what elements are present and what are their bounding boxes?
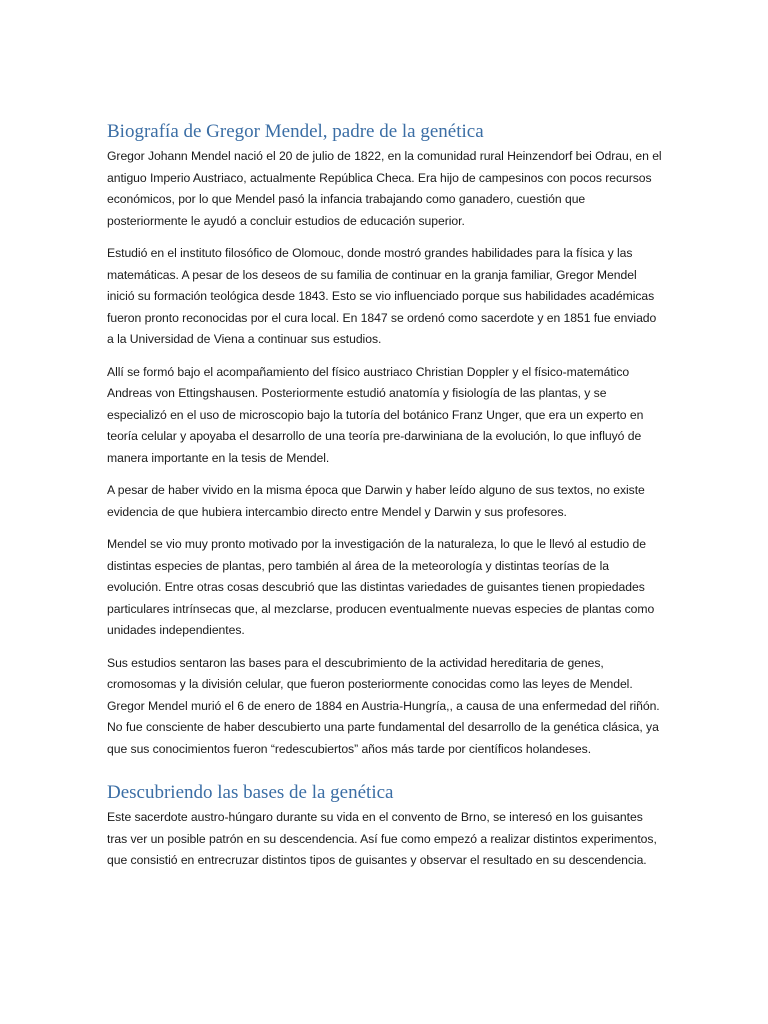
paragraph: Estudió en el instituto filosófico de Olomouc, donde mostró grandes habilidades para la física y las matemáticas. A pesar de los deseos de su familia de continuar en la granja familiar, Gregor Mendel inició su formación teológica desde 1843. Esto se vio influenciado porque sus habilidades académicas fueron pronto reconocidas por el cura local. En 1847 se ordenó como sacerdote y en 1851 fue enviado a la Universidad de Viena a continuar sus estudios. (107, 246, 657, 346)
paragraph: Allí se formó bajo el acompañamiento del físico austriaco Christian Doppler y el físico-matemático Andreas von Ettingshausen. Posteriormente estudió anatomía y fisiología de las plantas, y se especializó en el uso de microscopio bajo la tutoría del botánico Franz Unger, que era un experto en teoría celular y apoyaba el desarrollo de una teoría pre-darwiniana de la evolución, lo que influyó de manera importante en la tesis de Mendel. (107, 364, 644, 465)
section-biografia (107, 120, 663, 760)
paragraph: Mendel se vio muy pronto motivado por la investigación de la naturaleza, lo que le llevó al estudio de distintas especies de plantas, pero también al área de la meteorología y distintas teorías de la evolución. Entre otras cosas descubrió que las distintas variedades de guisantes tienen propiedades particulares intrínsecas que, al mezclarse, producen eventualmente nuevas especies de plantas como unidades independientes. (107, 537, 655, 637)
paragraph: A pesar de haber vivido en la misma época que Darwin y haber leído alguno de sus textos, no existe evidencia de que hubiera intercambio directo entre Mendel y Darwin y sus profesores. (107, 483, 645, 519)
paragraph: Este sacerdote austro-húngaro durante su vida en el convento de Brno, se interesó en los guisantes tras ver un posible patrón en su descendencia. Así fue como empezó a realizar distintos experimentos, que consistió en entrecruzar distintos tipos de guisantes y observar el resultado en su descendencia. (107, 810, 657, 867)
document-page (107, 120, 663, 883)
section-heading: Biografía de Gregor Mendel, padre de la genética (107, 121, 484, 142)
section-heading: Descubriendo las bases de la genética (107, 782, 394, 803)
paragraph: Gregor Johann Mendel nació el 20 de julio de 1822, en la comunidad rural Heinzendorf bei Odrau, en el antiguo Imperio Austriaco, actualmente República Checa. Era hijo de campesinos con pocos recursos económicos, por lo que Mendel pasó la infancia trabajando como ganadero, cuestión que posteriormente le ayudó a concluir estudios de educación superior. (107, 149, 662, 228)
paragraph: Sus estudios sentaron las bases para el descubrimiento de la actividad hereditaria de genes, cromosomas y la división celular, que fueron posteriormente conocidas como las leyes de Mendel. Gregor Mendel murió el 6 de enero de 1884 en Austria-Hungría,, a causa de una enfermedad del riñón. No fue consciente de haber descubierto una parte fundamental del desarrollo de la genética clásica, ya que sus conocimientos fueron “redescubiertos” años más tarde por científicos holandeses. (107, 655, 660, 756)
section-descubriendo (107, 781, 663, 872)
